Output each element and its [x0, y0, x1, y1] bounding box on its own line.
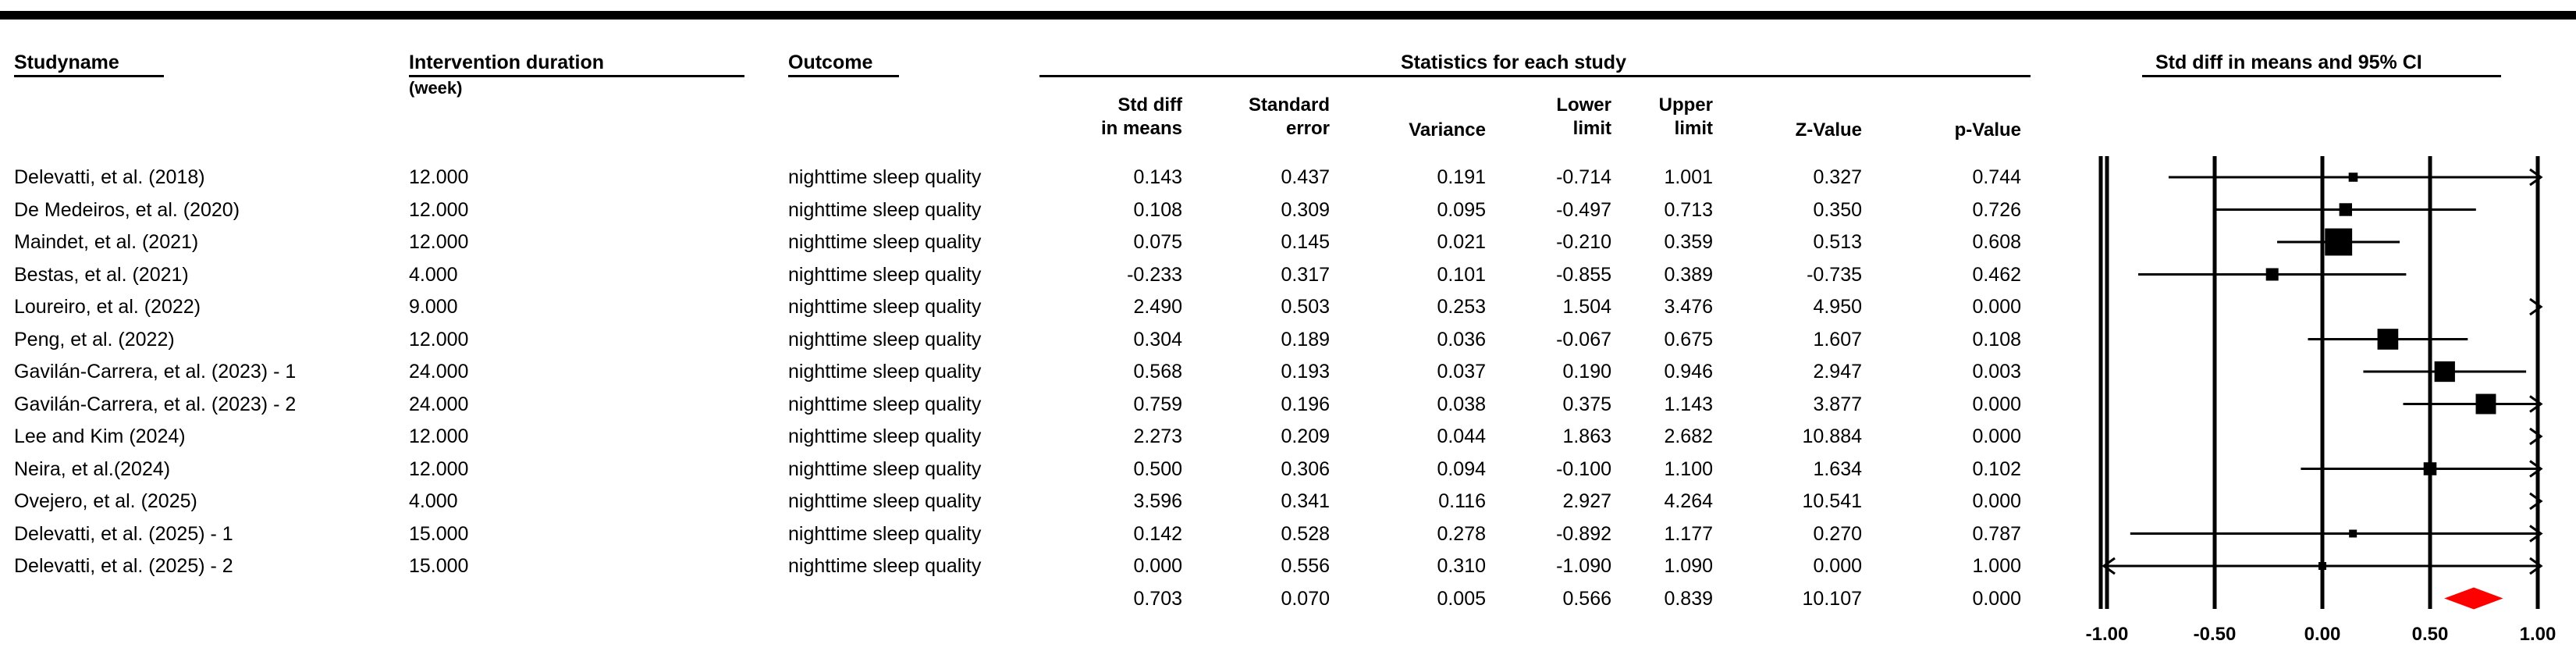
se-cell: 0.556: [1281, 555, 1330, 577]
point-marker: [2476, 394, 2496, 415]
var-cell: 0.095: [1437, 198, 1486, 221]
p-cell: 0.000: [1972, 425, 2021, 447]
outcome-cell: nighttime sleep quality: [788, 328, 982, 351]
duration-cell: 24.000: [409, 393, 469, 415]
var-cell: 0.094: [1437, 457, 1486, 480]
smd-cell: 0.143: [1133, 166, 1182, 188]
p-cell: 0.744: [1972, 166, 2021, 188]
smd-cell: 0.142: [1133, 522, 1182, 545]
tick-label: 1.00: [2519, 624, 2556, 645]
lower-cell: 0.375: [1562, 393, 1611, 415]
smd-cell: 0.759: [1133, 393, 1182, 415]
smd-cell: 0.108: [1133, 198, 1182, 221]
p-cell: 0.102: [1972, 457, 2021, 480]
p-cell: 0.108: [1972, 328, 2021, 351]
smd-cell: 0.568: [1133, 361, 1182, 383]
summary-p-cell: 0.000: [1972, 587, 2021, 610]
duration-cell: 12.000: [409, 425, 469, 447]
z-cell: -0.735: [1807, 263, 1862, 286]
lower-cell: -0.497: [1556, 198, 1611, 221]
duration-cell: 24.000: [409, 361, 469, 383]
upper-cell: 1.177: [1664, 522, 1713, 545]
upper-cell: 1.143: [1664, 393, 1713, 415]
upper-cell: 0.946: [1664, 361, 1713, 383]
se-cell: 0.193: [1281, 361, 1330, 383]
header-duration: Intervention duration: [409, 52, 604, 73]
column-header-se: Standard error: [1248, 94, 1330, 139]
var-cell: 0.191: [1437, 166, 1486, 188]
smd-cell: 0.500: [1133, 457, 1182, 480]
column-header-p: p-Value: [1954, 119, 2021, 141]
outcome-cell: nighttime sleep quality: [788, 425, 982, 447]
study-name-cell: Delevatti, et al. (2025) - 1: [14, 522, 233, 545]
upper-cell: 1.100: [1664, 457, 1713, 480]
upper-cell: 1.001: [1664, 166, 1713, 188]
z-cell: 0.327: [1813, 166, 1862, 188]
column-header-z: Z-Value: [1795, 119, 1862, 141]
z-cell: 0.513: [1813, 231, 1862, 253]
point-marker: [2325, 229, 2352, 256]
outcome-cell: nighttime sleep quality: [788, 361, 982, 383]
lower-cell: -0.210: [1556, 231, 1611, 253]
study-name-cell: Loureiro, et al. (2022): [14, 296, 201, 318]
se-cell: 0.209: [1281, 425, 1330, 447]
p-cell: 0.462: [1972, 263, 2021, 286]
upper-cell: 0.359: [1664, 231, 1713, 253]
z-cell: 10.884: [1802, 425, 1862, 447]
study-name-cell: De Medeiros, et al. (2020): [14, 198, 240, 221]
z-cell: 1.607: [1813, 328, 1862, 351]
var-cell: 0.038: [1437, 393, 1486, 415]
se-cell: 0.309: [1281, 198, 1330, 221]
duration-cell: 4.000: [409, 263, 458, 286]
outcome-cell: nighttime sleep quality: [788, 555, 982, 577]
se-cell: 0.145: [1281, 231, 1330, 253]
var-cell: 0.036: [1437, 328, 1486, 351]
outcome-cell: nighttime sleep quality: [788, 166, 982, 188]
p-cell: 0.726: [1972, 198, 2021, 221]
outcome-cell: nighttime sleep quality: [788, 490, 982, 512]
lower-cell: -0.100: [1556, 457, 1611, 480]
z-cell: 10.541: [1802, 490, 1862, 512]
upper-cell: 3.476: [1664, 296, 1713, 318]
smd-cell: 2.273: [1133, 425, 1182, 447]
point-marker: [2378, 329, 2399, 350]
summary-z-cell: 10.107: [1802, 587, 1862, 610]
lower-cell: 2.927: [1562, 490, 1611, 512]
smd-cell: -0.233: [1127, 263, 1182, 286]
study-name-cell: Gavilán-Carrera, et al. (2023) - 2: [14, 393, 297, 415]
smd-cell: 2.490: [1133, 296, 1182, 318]
outcome-cell: nighttime sleep quality: [788, 231, 982, 253]
column-header-lower: Lower limit: [1556, 94, 1611, 139]
study-name-cell: Delevatti, et al. (2025) - 2: [14, 555, 233, 577]
duration-cell: 12.000: [409, 328, 469, 351]
header-statistics: Statistics for each study: [1401, 52, 1626, 73]
point-marker: [2435, 361, 2455, 382]
lower-cell: -0.067: [1556, 328, 1611, 351]
z-cell: 4.950: [1813, 296, 1862, 318]
var-cell: 0.278: [1437, 522, 1486, 545]
var-cell: 0.101: [1437, 263, 1486, 286]
duration-cell: 15.000: [409, 555, 469, 577]
tick-label: 0.50: [2411, 624, 2449, 645]
duration-cell: 15.000: [409, 522, 469, 545]
study-name-cell: Neira, et al.(2024): [14, 457, 171, 480]
study-name-cell: Delevatti, et al. (2018): [14, 166, 205, 188]
upper-cell: 1.090: [1664, 555, 1713, 577]
lower-cell: -0.714: [1556, 166, 1611, 188]
smd-cell: 3.596: [1133, 490, 1182, 512]
var-cell: 0.021: [1437, 231, 1486, 253]
lower-cell: 1.863: [1562, 425, 1611, 447]
header-duration-unit: (week): [409, 78, 463, 98]
lower-cell: -0.892: [1556, 522, 1611, 545]
upper-cell: 4.264: [1664, 490, 1713, 512]
outcome-cell: nighttime sleep quality: [788, 457, 982, 480]
p-cell: 0.000: [1972, 490, 2021, 512]
summary-smd-cell: 0.703: [1133, 587, 1182, 610]
z-cell: 0.000: [1813, 555, 1862, 577]
var-cell: 0.116: [1438, 490, 1486, 512]
z-cell: 0.270: [1813, 522, 1862, 545]
tick-label: -0.50: [2193, 624, 2237, 645]
study-name-cell: Peng, et al. (2022): [14, 328, 175, 351]
upper-cell: 2.682: [1664, 425, 1713, 447]
point-marker: [2340, 203, 2352, 215]
duration-cell: 12.000: [409, 198, 469, 221]
var-cell: 0.037: [1437, 361, 1486, 383]
var-cell: 0.310: [1437, 555, 1486, 577]
se-cell: 0.503: [1281, 296, 1330, 318]
upper-cell: 0.713: [1664, 198, 1713, 221]
var-cell: 0.253: [1437, 296, 1486, 318]
study-name-cell: Bestas, et al. (2021): [14, 263, 189, 286]
lower-cell: 1.504: [1562, 296, 1611, 318]
duration-cell: 4.000: [409, 490, 458, 512]
p-cell: 0.787: [1972, 522, 2021, 545]
outcome-cell: nighttime sleep quality: [788, 263, 982, 286]
z-cell: 3.877: [1813, 393, 1862, 415]
summary-se-cell: 0.070: [1281, 587, 1330, 610]
study-name-cell: Gavilán-Carrera, et al. (2023) - 1: [14, 361, 297, 383]
z-cell: 2.947: [1813, 361, 1862, 383]
p-cell: 0.608: [1972, 231, 2021, 253]
duration-cell: 12.000: [409, 231, 469, 253]
column-header-smd: Std diff in means: [1100, 94, 1182, 139]
summary-diamond: [2444, 588, 2503, 610]
lower-cell: -1.090: [1556, 555, 1611, 577]
study-name-cell: Maindet, et al. (2021): [14, 231, 199, 253]
se-cell: 0.189: [1281, 328, 1330, 351]
var-cell: 0.044: [1437, 425, 1486, 447]
duration-cell: 9.000: [409, 296, 458, 318]
p-cell: 0.000: [1972, 296, 2021, 318]
study-name-cell: Lee and Kim (2024): [14, 425, 186, 447]
se-cell: 0.317: [1281, 263, 1330, 286]
duration-cell: 12.000: [409, 457, 469, 480]
point-marker: [2424, 462, 2437, 475]
smd-cell: 0.000: [1133, 555, 1182, 577]
outcome-cell: nighttime sleep quality: [788, 198, 982, 221]
point-marker: [2349, 530, 2357, 538]
se-cell: 0.528: [1281, 522, 1330, 545]
point-marker: [2349, 173, 2358, 182]
upper-cell: 0.675: [1664, 328, 1713, 351]
p-cell: 1.000: [1972, 555, 2021, 577]
z-cell: 1.634: [1813, 457, 1862, 480]
upper-cell: 0.389: [1664, 263, 1713, 286]
summary-lower-cell: 0.566: [1562, 587, 1611, 610]
tick-label: 0.00: [2304, 624, 2341, 645]
column-header-upper: Upper limit: [1658, 94, 1713, 139]
header-outcome: Outcome: [788, 52, 873, 73]
se-cell: 0.341: [1281, 490, 1330, 512]
header-study-name: Studyname: [14, 52, 119, 73]
lower-cell: -0.855: [1556, 263, 1611, 286]
tick-label: -1.00: [2085, 624, 2129, 645]
summary-upper-cell: 0.839: [1664, 587, 1713, 610]
point-marker: [2266, 269, 2279, 281]
outcome-cell: nighttime sleep quality: [788, 393, 982, 415]
point-marker: [2318, 562, 2326, 570]
study-name-cell: Ovejero, et al. (2025): [14, 490, 197, 512]
p-cell: 0.003: [1972, 361, 2021, 383]
header-forest: Std diff in means and 95% CI: [2155, 52, 2422, 73]
se-cell: 0.196: [1281, 393, 1330, 415]
lower-cell: 0.190: [1562, 361, 1611, 383]
se-cell: 0.437: [1281, 166, 1330, 188]
p-cell: 0.000: [1972, 393, 2021, 415]
smd-cell: 0.304: [1133, 328, 1182, 351]
duration-cell: 12.000: [409, 166, 469, 188]
column-header-var: Variance: [1409, 119, 1486, 141]
outcome-cell: nighttime sleep quality: [788, 296, 982, 318]
summary-var-cell: 0.005: [1437, 587, 1486, 610]
outcome-cell: nighttime sleep quality: [788, 522, 982, 545]
se-cell: 0.306: [1281, 457, 1330, 480]
smd-cell: 0.075: [1133, 231, 1182, 253]
z-cell: 0.350: [1813, 198, 1862, 221]
